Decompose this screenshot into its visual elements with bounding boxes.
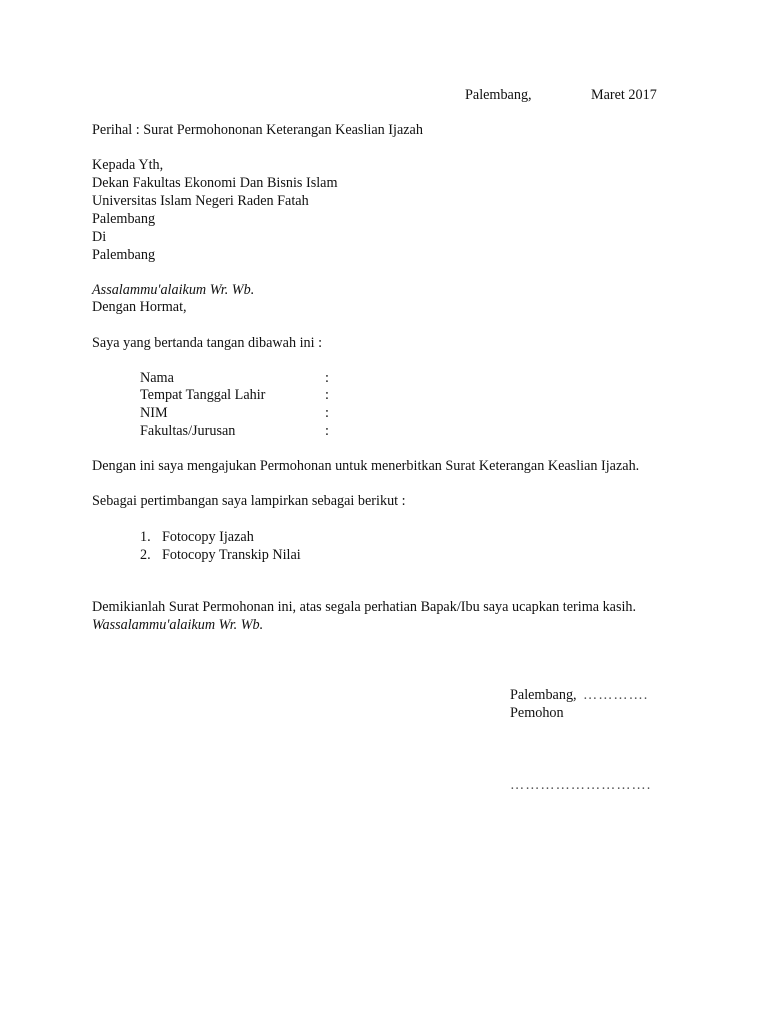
intro-text: Saya yang bertanda tangan dibawah ini : xyxy=(92,335,323,351)
attachment-number: 1. xyxy=(140,529,151,545)
recipient-line: Universitas Islam Negeri Raden Fatah xyxy=(92,193,309,209)
recipient-line: Palembang xyxy=(92,211,156,227)
opening-greeting: Assalammu'alaikum Wr. Wb. xyxy=(92,282,255,298)
closing-text: Demikianlah Surat Permohonan ini, atas segala perhatian Bapak/Ibu saya ucapkan terima kasih. xyxy=(92,599,637,615)
signature-city: Palembang, xyxy=(510,687,577,703)
field-colon: : xyxy=(325,405,329,421)
field-colon: : xyxy=(325,370,329,386)
recipient-line: Dekan Fakultas Ekonomi Dan Bisnis Islam xyxy=(92,175,338,191)
field-label: NIM xyxy=(140,405,168,421)
recipient-line: Palembang xyxy=(92,247,156,263)
signature-role: Pemohon xyxy=(510,705,564,721)
field-colon: : xyxy=(325,423,329,439)
attachment-item: Fotocopy Transkip Nilai xyxy=(162,547,301,563)
attachment-number: 2. xyxy=(140,547,151,563)
field-label: Nama xyxy=(140,370,174,386)
field-label: Fakultas/Jurusan xyxy=(140,423,236,439)
subject-line: Perihal : Surat Permohononan Keterangan Keaslian Ijazah xyxy=(92,122,423,138)
attachment-item: Fotocopy Ijazah xyxy=(162,529,254,545)
closing-greeting: Wassalammu'alaikum Wr. Wb. xyxy=(92,617,264,633)
signature-date-dots: …………. xyxy=(583,687,649,703)
signature-name-dots: ………………………. xyxy=(510,777,652,793)
salutation: Dengan Hormat, xyxy=(92,299,187,315)
recipient-line: Di xyxy=(92,229,107,245)
field-label: Tempat Tanggal Lahir xyxy=(140,387,266,403)
field-colon: : xyxy=(325,387,329,403)
date-month-year: Maret 2017 xyxy=(591,87,657,103)
date-city: Palembang, xyxy=(465,87,532,103)
recipient-line: Kepada Yth, xyxy=(92,157,164,173)
request-text: Dengan ini saya mengajukan Permohonan untuk menerbitkan Surat Keterangan Keaslian Ijazah. xyxy=(92,458,640,474)
attachments-intro: Sebagai pertimbangan saya lampirkan sebagai berikut : xyxy=(92,493,406,509)
